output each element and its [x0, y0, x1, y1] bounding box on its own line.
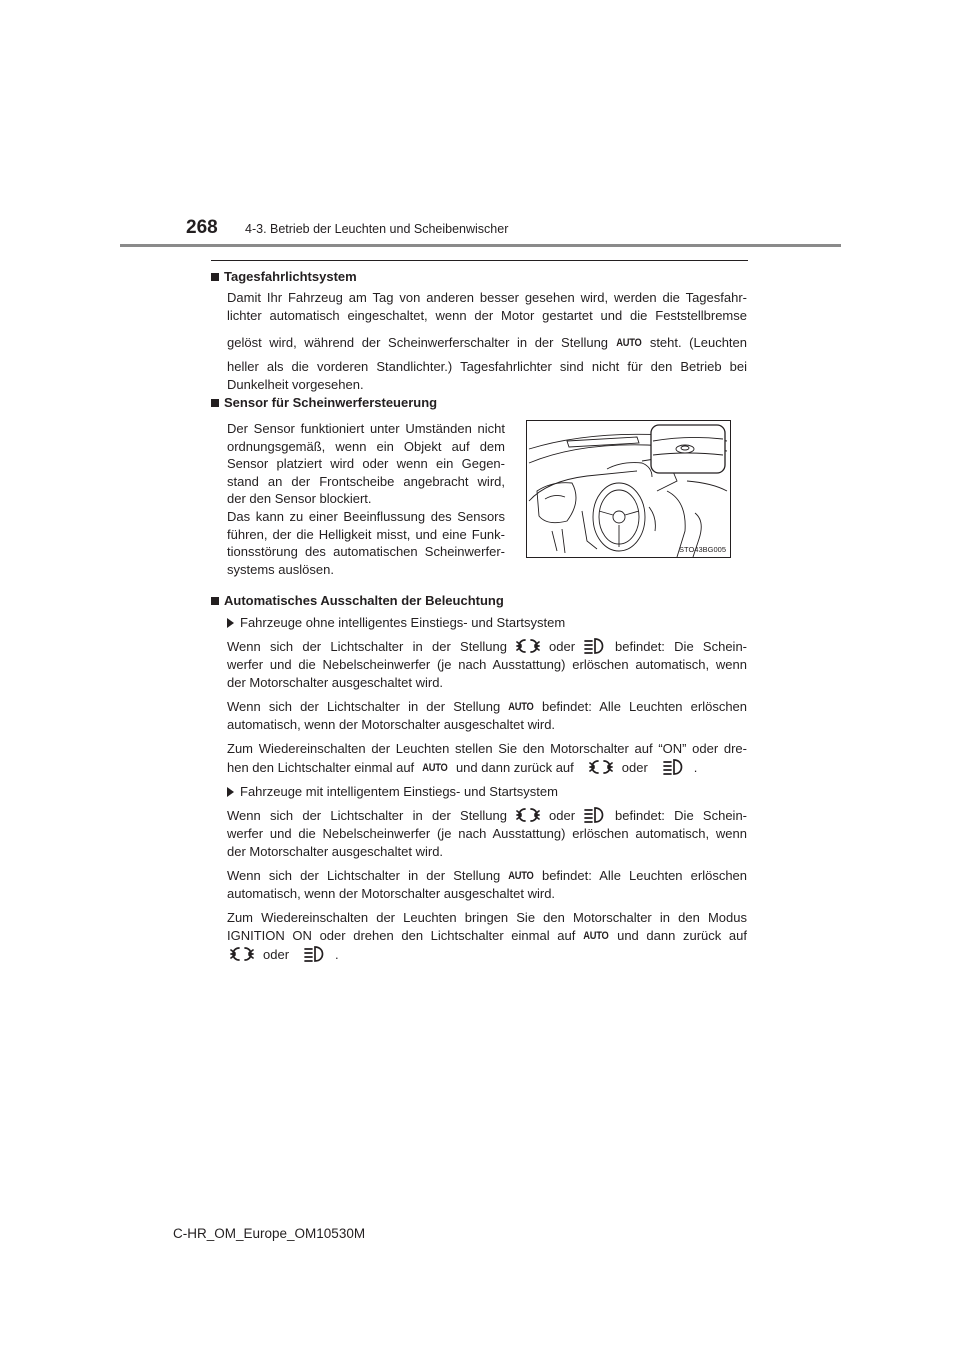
text-line: der Motorschalter ausgeschaltet wird. — [227, 675, 444, 690]
line-part: . — [335, 947, 339, 962]
tail-light-icon — [515, 637, 541, 655]
sensor-line: ordnungsgemäß, wenn ein Objekt auf dem — [227, 438, 505, 454]
drl-heading — [211, 268, 747, 286]
sensor-line: systems auslösen. — [227, 561, 334, 577]
drl-heading-text: Tagesfahrlichtsystem — [224, 269, 357, 284]
text-line — [227, 758, 747, 777]
b2-para1 — [227, 806, 747, 861]
headlight-icon — [583, 637, 607, 655]
sensor-heading — [211, 394, 747, 412]
sensor-line: stand an der Frontscheibe angebracht wird, — [227, 473, 505, 489]
bullet-smart-entry — [227, 783, 747, 801]
b2-para2 — [227, 867, 747, 903]
line-part: befindet: Alle Leuchten erlöschen — [541, 868, 748, 883]
drl-line: heller als die vorderen Standlichter.) Tagesfahrlichter sind nicht für den Betrieb bei — [227, 359, 747, 374]
line-part: hen den Lichtschalter einmal auf — [227, 760, 415, 775]
text-line — [227, 698, 747, 716]
auto-off-section — [211, 592, 747, 964]
line-part: oder — [549, 639, 576, 654]
drl-paragraph — [227, 289, 747, 394]
sensor-line: Sensor platziert wird oder wenn ein Gegen- — [227, 456, 505, 472]
text-line: der Motorschalter ausgeschaltet wird. — [227, 844, 444, 859]
dashboard-illustration — [526, 420, 731, 558]
drl-line-part: steht. (Leuchten — [649, 335, 747, 350]
square-bullet-icon — [211, 597, 219, 605]
text-line: automatisch, wenn der Motorschalter ausgeschaltet wird. — [227, 886, 556, 901]
b2-para3 — [227, 909, 747, 964]
sensor-line: Der Sensor funktioniert unter Umständen nicht — [227, 421, 505, 436]
line-part: Wenn sich der Lichtschalter in der Stellung — [227, 639, 508, 654]
page-number: 268 — [186, 217, 218, 238]
sensor-line: Das kann zu einer Beeinflussung des Sensors — [227, 508, 505, 524]
text-line — [227, 945, 747, 964]
line-part: Wenn sich der Lichtschalter in der Stellung — [227, 808, 508, 823]
section-title: 4-3. Betrieb der Leuchten und Scheibenwischer — [245, 222, 509, 236]
content-rule — [211, 260, 748, 261]
tail-light-icon — [229, 945, 255, 963]
line-part: befindet: Die Schein- — [615, 808, 748, 823]
line-part: befindet: Die Schein- — [615, 639, 748, 654]
line-part: befindet: Alle Leuchten erlöschen — [541, 699, 748, 714]
bullet-text: Fahrzeuge ohne intelligentes Einstiegs- und Startsystem — [240, 615, 566, 630]
line-part: und dann zurück auf — [617, 928, 747, 943]
auto-symbol: AUTO — [422, 762, 448, 774]
tail-light-icon — [515, 806, 541, 824]
dashboard-drawing — [527, 421, 730, 557]
b1-para3 — [227, 740, 747, 777]
line-part: und dann zurück auf — [455, 760, 574, 775]
text-line: werfer und die Nebelscheinwerfer (je nach Ausstattung) erlöschen automatisch, wenn — [227, 657, 747, 672]
drl-line: Dunkelheit vorgesehen. — [227, 377, 364, 392]
tail-light-icon — [588, 758, 614, 776]
sensor-line: führen, der die Helligkeit misst, und eine Funk- — [227, 526, 505, 542]
text-line: Zum Wiedereinschalten der Leuchten stellen Sie den Motorschalter auf “ON” oder dre- — [227, 741, 747, 756]
drl-line: lichter automatisch eingeschaltet, wenn der Motor gestartet und die Feststellbremse — [227, 308, 747, 323]
text-line — [227, 806, 747, 825]
text-line: werfer und die Nebelscheinwerfer (je nach Ausstattung) erlöschen automatisch, wenn — [227, 826, 747, 841]
text-line — [227, 927, 747, 945]
sensor-paragraph — [227, 420, 505, 578]
bullet-text: Fahrzeuge mit intelligentem Einstiegs- und Startsystem — [240, 784, 558, 799]
headlight-icon — [303, 945, 327, 963]
line-part: oder — [263, 947, 290, 962]
auto-symbol: AUTO — [616, 337, 642, 349]
sensor-line: der den Sensor blockiert. — [227, 491, 372, 507]
square-bullet-icon — [211, 273, 219, 281]
b1-para2 — [227, 698, 747, 734]
line-part: IGNITION ON oder drehen den Lichtschalter einmal auf — [227, 928, 576, 943]
auto-symbol: AUTO — [508, 870, 534, 882]
drl-line: Damit Ihr Fahrzeug am Tag von anderen besser gesehen wird, werden die Tagesfahr- — [227, 290, 747, 305]
bullet-no-smart-entry — [227, 614, 747, 632]
line-part: . — [693, 760, 698, 775]
auto-off-heading-text: Automatisches Ausschalten der Beleuchtung — [224, 593, 504, 608]
auto-symbol: AUTO — [583, 930, 609, 942]
triangle-bullet-icon — [227, 787, 234, 797]
line-part: oder — [549, 808, 576, 823]
text-line: automatisch, wenn der Motorschalter ausgeschaltet wird. — [227, 717, 556, 732]
figure-label: STO43BG005 — [679, 545, 726, 554]
b1-para1 — [227, 637, 747, 692]
text-line — [227, 867, 747, 885]
auto-off-heading — [211, 592, 747, 610]
square-bullet-icon — [211, 399, 219, 407]
text-line: Zum Wiedereinschalten der Leuchten bringen Sie den Motorschalter in den Modus — [227, 910, 747, 925]
headlight-icon — [662, 758, 686, 776]
drl-section — [211, 268, 747, 394]
line-part: Wenn sich der Lichtschalter in der Stellung — [227, 699, 501, 714]
sensor-line: tionsstörung des automatischen Scheinwerfer- — [227, 544, 505, 560]
drl-line-part: gelöst wird, während der Scheinwerferschalter in der Stellung — [227, 335, 609, 350]
header-rule — [120, 244, 841, 247]
line-part: oder — [621, 760, 648, 775]
footer-doc-id: C-HR_OM_Europe_OM10530M — [173, 1226, 366, 1241]
drl-line — [227, 334, 747, 352]
triangle-bullet-icon — [227, 618, 234, 628]
headlight-icon — [583, 806, 607, 824]
sensor-heading-text: Sensor für Scheinwerfersteuerung — [224, 395, 438, 410]
auto-symbol: AUTO — [508, 701, 534, 713]
line-part: Wenn sich der Lichtschalter in der Stellung — [227, 868, 501, 883]
text-line — [227, 637, 747, 656]
